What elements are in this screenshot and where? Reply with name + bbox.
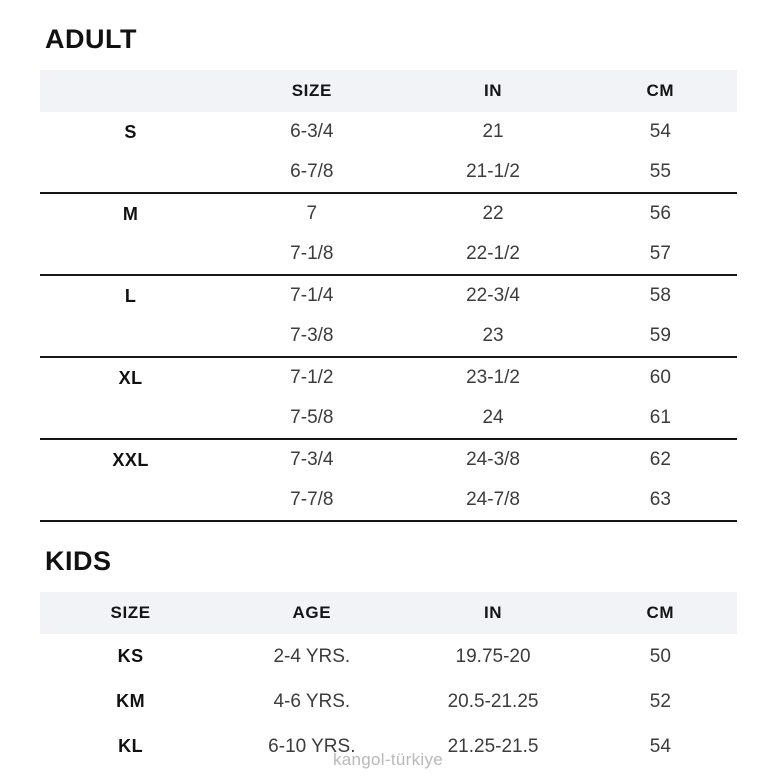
adult-col-header-in: IN (402, 70, 583, 112)
adult-size-value: 7-5/8 (221, 398, 402, 439)
kids-size-label: KM (116, 691, 146, 711)
adult-size-label: XXL (112, 449, 149, 470)
adult-size-label (40, 398, 221, 439)
adult-table-row (40, 398, 737, 439)
adult-col-header-cm: CM (584, 70, 737, 112)
kids-col-header-in: IN (402, 592, 583, 634)
adult-cm-value: 62 (649, 449, 671, 470)
kids-col-header-cm: CM (584, 592, 737, 634)
adult-size-value: 7-1/8 (221, 234, 402, 275)
adult-in-value: 21 (482, 121, 504, 142)
adult-table-row (40, 480, 737, 521)
adult-size-label: M (122, 203, 139, 224)
adult-size-value: 7-1/2 (290, 367, 334, 388)
kids-cm-value: 54 (649, 735, 671, 757)
adult-table-row (40, 152, 737, 193)
kids-cm-value: 50 (649, 645, 671, 667)
adult-in-value: 21-1/2 (402, 152, 583, 193)
adult-in-value: 24-7/8 (402, 480, 583, 521)
adult-size-label (40, 152, 221, 193)
kids-section-title: KIDS (45, 546, 112, 576)
adult-cm-value: 58 (649, 285, 671, 306)
kids-header-row (40, 592, 737, 634)
adult-table-body (40, 112, 737, 521)
adult-in-value: 23 (402, 316, 583, 357)
adult-table-row (40, 112, 737, 152)
adult-size-label: XL (118, 367, 143, 388)
adult-size-label: S (124, 121, 137, 142)
kids-age-value: 6-10 YRS. (268, 735, 356, 757)
adult-in-value: 24-3/8 (466, 449, 520, 470)
kids-in-value: 21.25-21.5 (447, 735, 539, 757)
adult-size-value: 6-3/4 (290, 121, 334, 142)
kids-table-row (40, 679, 737, 724)
adult-cm-value: 63 (584, 480, 737, 521)
adult-size-label: L (124, 285, 137, 306)
adult-size-label (40, 316, 221, 357)
adult-table-row (40, 316, 737, 357)
adult-in-value: 23-1/2 (466, 367, 520, 388)
adult-header-row (40, 70, 737, 112)
kids-cm-value: 52 (649, 690, 671, 712)
adult-size-value: 7 (306, 203, 318, 224)
adult-size-table (40, 70, 737, 522)
kids-col-header-age: AGE (221, 592, 402, 634)
adult-cm-value: 57 (584, 234, 737, 275)
adult-cm-value: 61 (584, 398, 737, 439)
kids-in-value: 19.75-20 (455, 645, 531, 667)
adult-section-title: ADULT (45, 24, 137, 54)
adult-table-row (40, 357, 737, 398)
kids-age-value: 4-6 YRS. (273, 690, 351, 712)
adult-table-row (40, 193, 737, 234)
adult-in-value: 22-1/2 (402, 234, 583, 275)
kids-size-table (40, 592, 737, 769)
kids-table-body (40, 634, 737, 769)
watermark: kangol-türkiye (332, 750, 444, 769)
adult-table-row (40, 234, 737, 275)
adult-cm-value: 60 (649, 367, 671, 388)
adult-size-value: 7-3/8 (221, 316, 402, 357)
adult-in-value: 22-3/4 (466, 285, 520, 306)
adult-table-row (40, 439, 737, 480)
kids-in-value: 20.5-21.25 (447, 690, 539, 712)
adult-size-value: 7-3/4 (290, 449, 334, 470)
adult-size-value: 7-1/4 (290, 285, 334, 306)
adult-cm-value: 59 (584, 316, 737, 357)
adult-cm-value: 56 (649, 203, 671, 224)
adult-in-value: 22 (482, 203, 504, 224)
adult-table-row (40, 275, 737, 316)
kids-age-value: 2-4 YRS. (273, 645, 351, 667)
adult-cm-value: 54 (649, 121, 671, 142)
adult-size-label (40, 234, 221, 275)
adult-size-label (40, 480, 221, 521)
kids-size-label: KS (117, 646, 144, 666)
adult-col-header-blank (40, 70, 221, 112)
kids-table-row (40, 634, 737, 679)
adult-cm-value: 55 (584, 152, 737, 193)
adult-in-value: 24 (402, 398, 583, 439)
adult-size-value: 6-7/8 (221, 152, 402, 193)
adult-col-header-size: SIZE (221, 70, 402, 112)
adult-size-value: 7-7/8 (221, 480, 402, 521)
kids-size-label: KL (118, 736, 144, 756)
kids-col-header-size: SIZE (40, 592, 221, 634)
